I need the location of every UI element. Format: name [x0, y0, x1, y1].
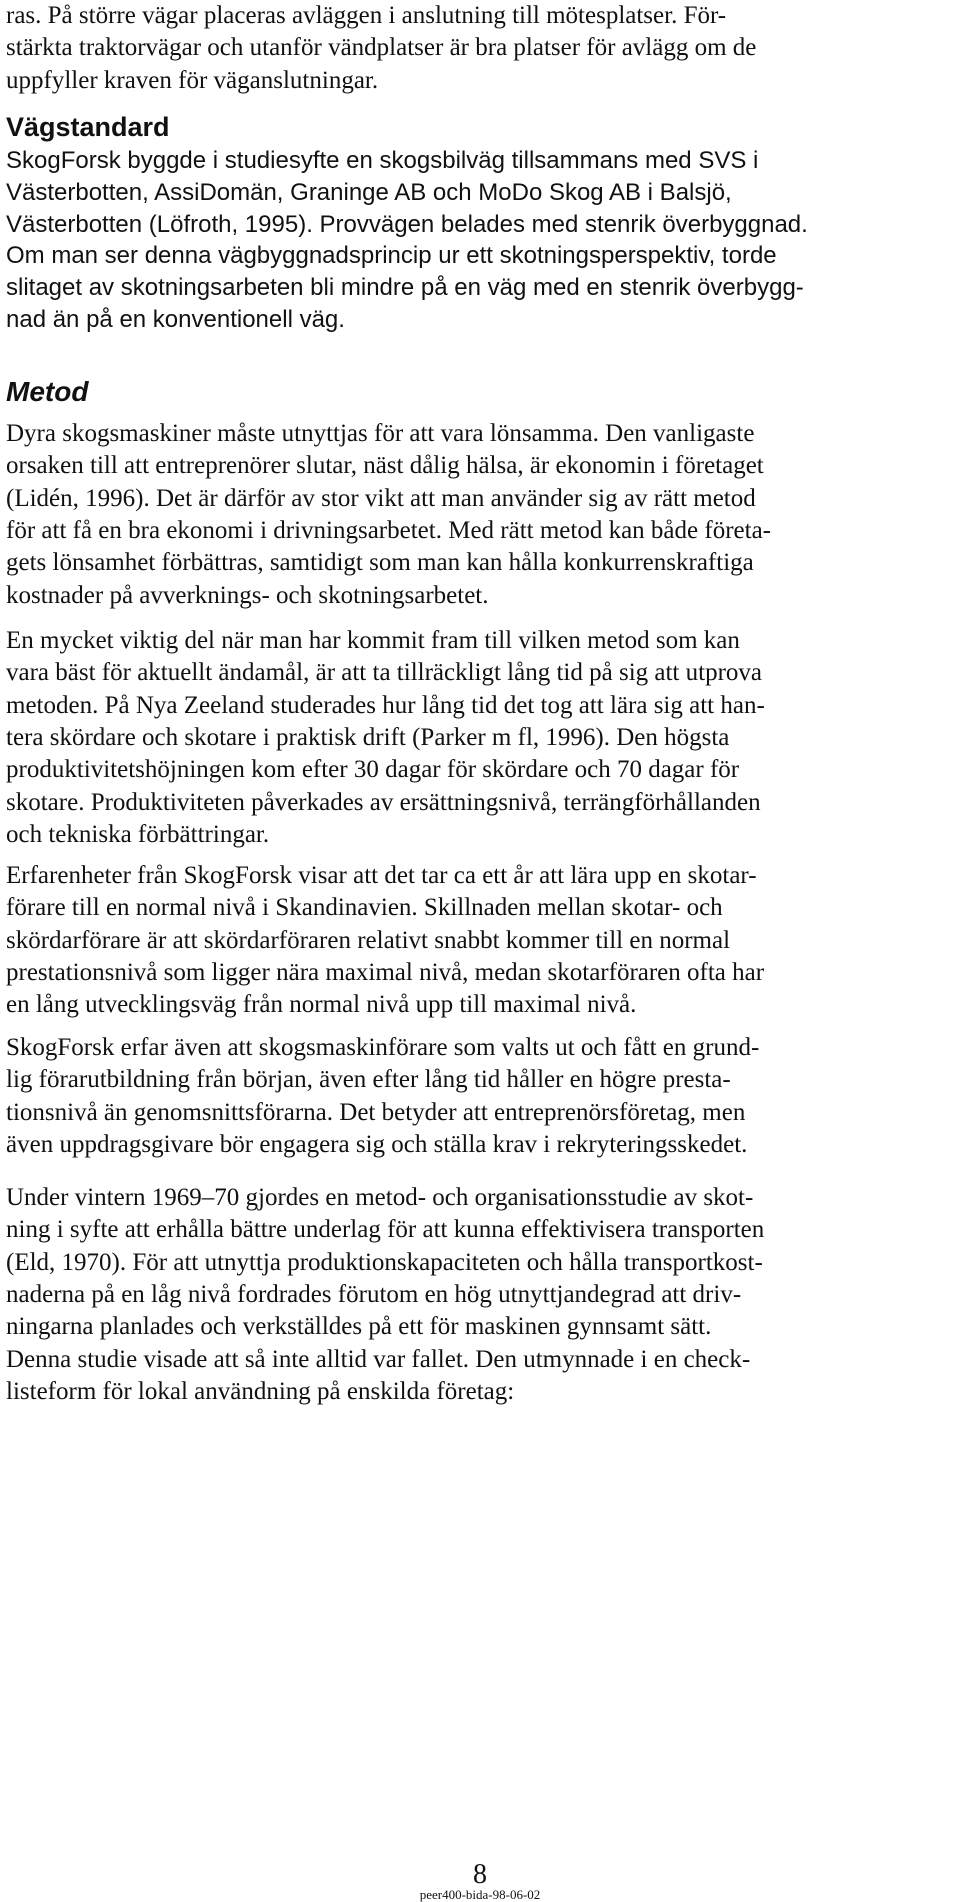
text-line: Om man ser denna vägbyggnadsprincip ur ett skotningsperspektiv, torde: [6, 242, 777, 270]
text-line: slitaget av skotningsarbeten bli mindre på en väg med en stenrik överbygg-: [6, 274, 804, 302]
text-line: (Lidén, 1996). Det är därför av stor vikt att man använder sig av rätt metod: [6, 484, 756, 512]
text-line: Västerbotten, AssiDomän, Graninge AB och MoDo Skog AB i Balsjö,: [6, 178, 732, 206]
text-line: metoden. På Nya Zeeland studerades hur lång tid det tog att lära sig att han-: [6, 691, 765, 719]
text-line: skotare. Produktiviteten påverkades av ersättningsnivå, terrängförhållanden: [6, 788, 761, 816]
text-line: ningarna planlades och verkställdes på ett för maskinen gynnsamt sätt.: [6, 1313, 712, 1341]
text-line: gets lönsamhet förbättras, samtidigt som man kan hålla konkurrenskraftiga: [6, 549, 754, 577]
text-line: produktivitetshöjningen kom efter 30 dagar för skördare och 70 dagar för: [6, 756, 740, 784]
text-line: Västerbotten (Löfroth, 1995). Provvägen belades med stenrik överbyggnad.: [6, 210, 808, 238]
text-line: lig förarutbildning från början, även efter lång tid håller en högre presta-: [6, 1066, 731, 1094]
text-line: Dyra skogsmaskiner måste utnyttjas för att vara lönsamma. Den vanligaste: [6, 420, 755, 447]
text-line: tera skördare och skotare i praktisk drift (Parker m fl, 1996). Den högsta: [6, 723, 730, 751]
text-line: SkogForsk erfar även att skogsmaskinförare som valts ut och fått en grund-: [6, 1034, 760, 1061]
text-line: nad än på en konventionell väg.: [6, 306, 345, 333]
footer-code: peer400-bida-98-06-02: [419, 1887, 541, 1902]
page-number: 8: [473, 1859, 487, 1890]
text-line: En mycket viktig del när man har kommit fram till vilken metod som kan: [6, 627, 740, 654]
text-line: ras. På större vägar placeras avläggen i anslutning till mötesplatser. För-: [6, 2, 727, 29]
text-line: skördarförare är att skördarföraren relativt snabbt kommer till en normal: [6, 926, 731, 954]
heading-vagstandard: Vägstandard: [6, 112, 170, 142]
text-line: vara bäst för aktuellt ändamål, är att ta tillräckligt lång tid på sig att utprova: [6, 659, 762, 687]
text-line: naderna på en låg nivå fordrades förutom en hög utnyttjandegrad att driv-: [6, 1280, 742, 1308]
text-line: ning i syfte att erhålla bättre underlag för att kunna effektivisera transporten: [6, 1216, 765, 1244]
text-line: stärkta traktorvägar och utanför vändplatser är bra platser för avlägg om de: [6, 34, 757, 62]
text-line: SkogForsk byggde i studiesyfte en skogsbilväg tillsammans med SVS i: [6, 147, 759, 174]
text-line: för att få en bra ekonomi i drivningsarbetet. Med rätt metod kan både företa-: [6, 516, 771, 544]
text-line: uppfyller kraven för väganslutningar.: [6, 66, 379, 94]
text-line: prestationsnivå som ligger nära maximal nivå, medan skotarföraren ofta har: [6, 958, 765, 986]
text-line: tionsnivå än genomsnittsförarna. Det betyder att entreprenörsföretag, men: [6, 1098, 746, 1126]
text-line: och tekniska förbättringar.: [6, 820, 270, 848]
text-line: listeform för lokal användning på enskilda företag:: [6, 1377, 515, 1405]
heading-metod: Metod: [6, 376, 89, 407]
text-line: även uppdragsgivare bör engagera sig och ställa krav i rekryteringsskedet.: [6, 1130, 748, 1158]
text-line: kostnader på avverknings- och skotningsarbetet.: [6, 581, 489, 609]
text-line: förare till en normal nivå i Skandinavien. Skillnaden mellan skotar- och: [6, 894, 723, 922]
text-line: Denna studie visade att så inte alltid var fallet. Den utmynnade i en check-: [6, 1345, 751, 1373]
text-line: orsaken till att entreprenörer slutar, näst dålig hälsa, är ekonomin i företaget: [6, 452, 764, 480]
text-line: Erfarenheter från SkogForsk visar att det tar ca ett år att lära upp en skotar-: [6, 862, 757, 889]
text-line: (Eld, 1970). För att utnyttja produktionskapaciteten och hålla transportkost-: [6, 1248, 763, 1276]
text-line: en lång utvecklingsväg från normal nivå upp till maximal nivå.: [6, 991, 637, 1019]
text-line: Under vintern 1969–70 gjordes en metod- och organisationsstudie av skot-: [6, 1184, 754, 1211]
